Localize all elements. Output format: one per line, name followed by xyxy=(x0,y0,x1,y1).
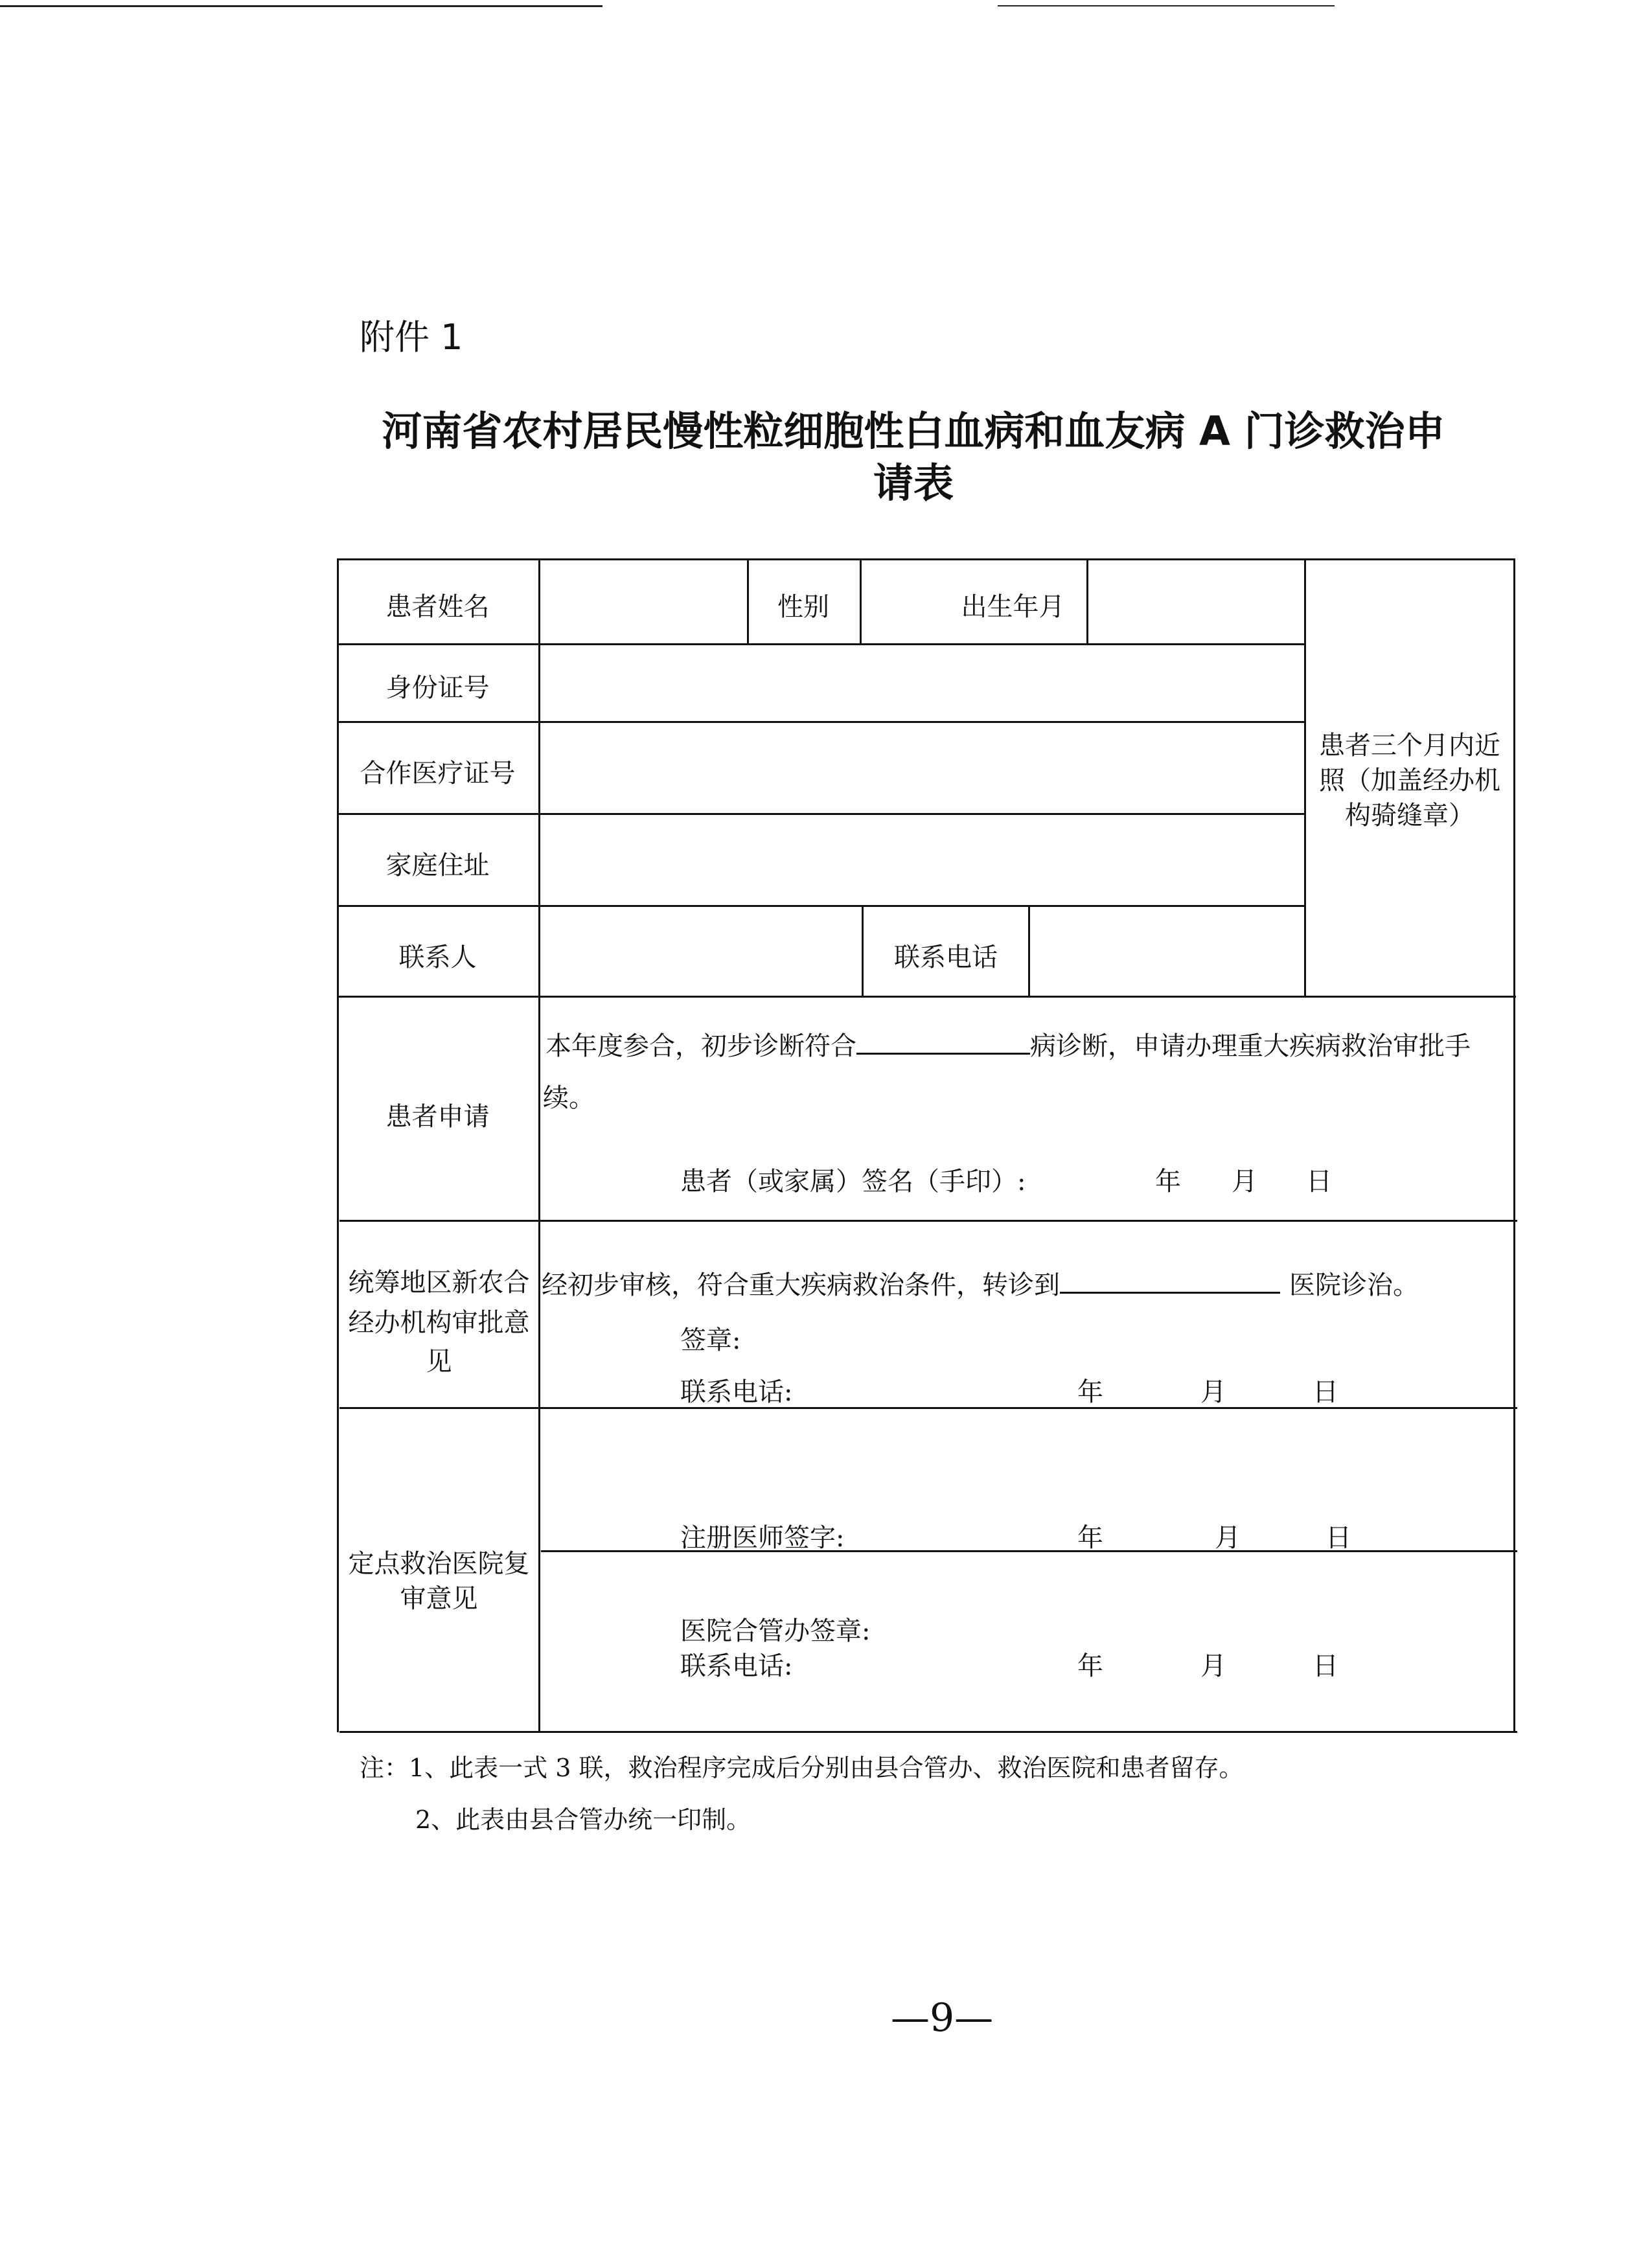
address-label: 家庭住址 xyxy=(385,851,490,880)
apply-month: 月 xyxy=(1232,1167,1257,1197)
attachment-label: 附件 1 xyxy=(360,317,463,358)
table-line xyxy=(337,558,339,1732)
region-seal-label: 签章: xyxy=(680,1325,741,1355)
hospital-phone-label: 联系电话: xyxy=(680,1651,793,1681)
table-line xyxy=(339,1407,1517,1409)
id-label: 身份证号 xyxy=(385,673,490,703)
note-1: 注：1、此表一式 3 联，救治程序完成后分别由县合管办、救治医院和患者留存。 xyxy=(360,1754,1244,1782)
region-text-post: 医院诊治。 xyxy=(1289,1270,1419,1300)
table-line xyxy=(338,996,1516,998)
apply-sign-label: 患者（或家属）签名（手印）: xyxy=(680,1167,1026,1197)
top-border-line xyxy=(0,5,602,7)
form-title: 河南省农村居民慢性粒细胞性白血病和血友病 A 门诊救治申 xyxy=(382,407,1445,455)
contact-phone-field[interactable] xyxy=(1030,907,1304,996)
hospital-label: 定点救治医院复 xyxy=(348,1549,530,1579)
gender-label: 性别 xyxy=(777,592,829,622)
diagnosis-blank[interactable] xyxy=(856,1029,1030,1055)
photo-box xyxy=(1306,560,1513,996)
hospital-seal-label: 医院合管办签章: xyxy=(680,1616,871,1646)
region-text-pre: 经初步审核，符合重大疾病救治条件，转诊到 xyxy=(542,1270,1060,1300)
region-day: 日 xyxy=(1313,1377,1338,1407)
gender-field[interactable] xyxy=(862,560,939,643)
address-field[interactable] xyxy=(540,815,1304,905)
hospital-blank[interactable] xyxy=(1060,1268,1280,1294)
region-label: 经办机构审批意 xyxy=(348,1308,530,1338)
hospital-year: 年 xyxy=(1077,1651,1103,1681)
region-phone-label: 联系电话: xyxy=(680,1377,793,1407)
region-label: 见 xyxy=(426,1347,452,1377)
table-line xyxy=(1513,558,1515,1732)
doctor-day: 日 xyxy=(1325,1523,1351,1553)
hospital-day: 日 xyxy=(1313,1651,1338,1681)
apply-label: 患者申请 xyxy=(385,1102,490,1132)
apply-text-line2: 续。 xyxy=(543,1083,595,1113)
apply-day: 日 xyxy=(1306,1167,1332,1197)
name-label: 患者姓名 xyxy=(385,592,490,622)
hospital-month: 月 xyxy=(1200,1651,1226,1681)
photo-label: 患者三个月内近 xyxy=(1319,731,1500,761)
coop-label: 合作医疗证号 xyxy=(360,759,516,788)
name-field[interactable] xyxy=(540,560,746,643)
contact-label: 联系人 xyxy=(398,943,477,972)
id-field[interactable] xyxy=(540,645,1304,721)
region-month: 月 xyxy=(1200,1377,1226,1407)
contact-field[interactable] xyxy=(540,907,862,996)
apply-text xyxy=(545,1025,1471,1062)
top-border-line xyxy=(998,5,1335,6)
table-line xyxy=(339,1220,1517,1222)
birth-label: 出生年月 xyxy=(961,592,1065,622)
apply-text-post: 病诊断，申请办理重大疾病救治审批手 xyxy=(1030,1031,1471,1061)
birth-field[interactable] xyxy=(1088,560,1304,643)
apply-text-pre: 本年度参合，初步诊断符合 xyxy=(545,1031,856,1061)
photo-label: 构骑缝章） xyxy=(1345,801,1474,830)
page-number: —9— xyxy=(891,1995,994,2041)
region-year: 年 xyxy=(1077,1377,1103,1407)
region-text xyxy=(542,1265,1419,1301)
doctor-month: 月 xyxy=(1215,1523,1241,1553)
table-line xyxy=(339,1731,1517,1733)
note-2: 2、此表由县合管办统一印制。 xyxy=(415,1805,751,1834)
apply-year: 年 xyxy=(1155,1167,1181,1197)
hospital-label: 审意见 xyxy=(400,1584,478,1614)
doctor-year: 年 xyxy=(1077,1523,1103,1553)
region-label: 统筹地区新农合 xyxy=(348,1268,530,1298)
form-title-line2: 请表 xyxy=(873,459,954,507)
doctor-sign-label: 注册医师签字: xyxy=(680,1523,845,1553)
contact-phone-label: 联系电话 xyxy=(894,943,998,972)
photo-label: 照（加盖经办机 xyxy=(1319,766,1500,796)
coop-field[interactable] xyxy=(540,723,1304,813)
